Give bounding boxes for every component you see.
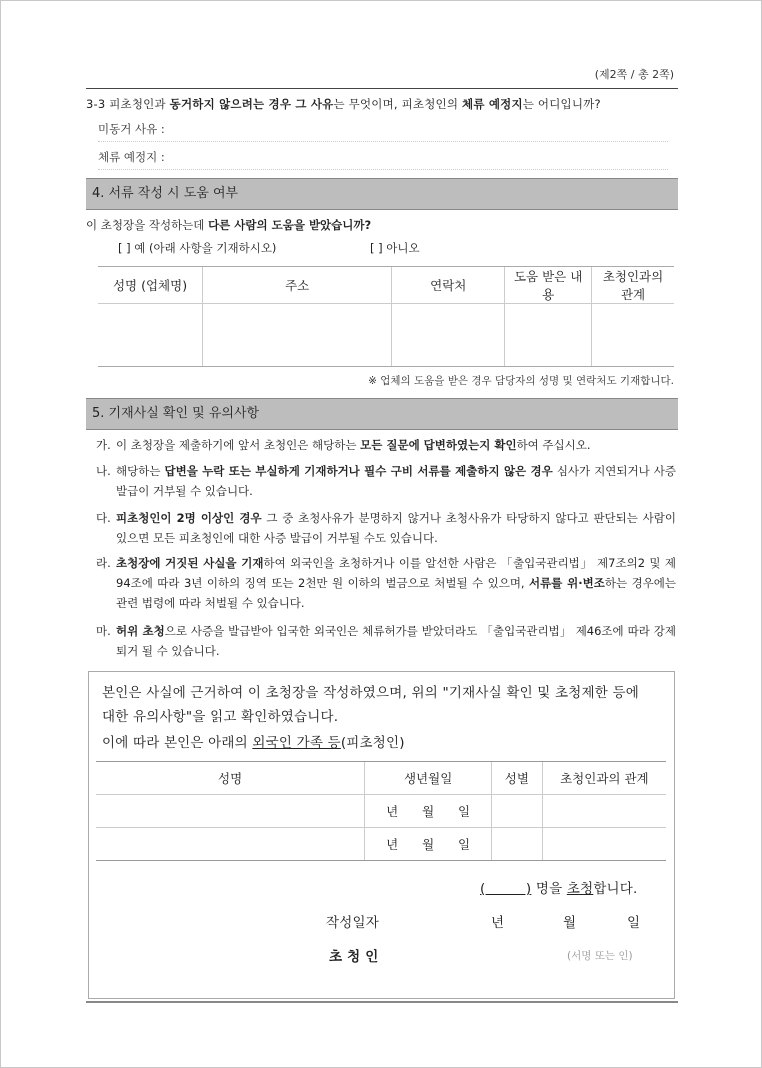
col-gender: 성별 bbox=[491, 762, 542, 795]
option-yes[interactable]: [ ] 예 (아래 사항을 기재하시오) bbox=[118, 241, 277, 255]
col-relation: 초청인과의 관계 bbox=[592, 267, 674, 304]
help-question: 이 초청장을 작성하는데 다른 사람의 도움을 받았습니까? bbox=[86, 218, 372, 232]
cell-contact[interactable] bbox=[392, 304, 505, 367]
invitee-name-cell[interactable] bbox=[96, 795, 365, 828]
bottom-divider bbox=[86, 1001, 678, 1003]
page-number: (제2쪽 / 총 2쪽) bbox=[594, 68, 674, 81]
date-month[interactable]: 월 bbox=[563, 915, 577, 931]
option-no[interactable]: [ ] 아니오 bbox=[370, 241, 420, 255]
residence-label: 체류 예정지 : bbox=[98, 150, 165, 164]
date-label: 작성일자 bbox=[326, 915, 379, 931]
invitee-relation-cell[interactable] bbox=[542, 828, 666, 861]
q33-text-1: 피초청인과 bbox=[105, 97, 170, 111]
helper-table bbox=[98, 266, 674, 367]
col-contact: 연락처 bbox=[392, 267, 505, 304]
cell-help-content[interactable] bbox=[505, 304, 592, 367]
confirm-line-3: 이에 따라 본인은 아래의 외국인 가족 등(피초청인) bbox=[102, 735, 405, 751]
date-day[interactable]: 일 bbox=[627, 915, 641, 931]
invite-count: ( ) 명을 초청합니다. bbox=[480, 881, 638, 897]
notice-item-ma: 마. 허위 초청으로 사증을 발급받아 입국한 외국인은 체류허가를 받았더라도 「출입국관리법」 제46조에 따라 강제퇴거 될 수 있습니다. bbox=[96, 624, 676, 658]
question-number: 3-3 bbox=[86, 97, 106, 111]
confirm-line-2: 대한 유의사항"을 읽고 확인하였습니다. bbox=[102, 709, 339, 725]
confirm-line-1: 본인은 사실에 근거하여 이 초청장을 작성하였으며, 위의 "기재사실 확인 및 초청제한 등에 bbox=[102, 685, 639, 701]
notice-item-ra: 라. 초청장에 거짓된 사실을 기재하여 외국인을 초청하거나 이를 알선한 사람은 「출입국관리법」 제7조의2 및 제94조에 따라 3년 이하의 징역 또는 2천만 원 이하의 벌금으로 처벌될 수 있으며, 서류를 위·변조하는 경우에는 관련 법령에 따라 처벌될 수 있습니다. bbox=[96, 556, 677, 610]
col-invitee-name: 성명 bbox=[96, 762, 365, 795]
date-year[interactable]: 년 bbox=[491, 915, 505, 931]
section-4-header: 4. 서류 작성 시 도움 여부 bbox=[86, 178, 678, 210]
question-3-3 bbox=[86, 96, 678, 112]
col-birthdate: 생년월일 bbox=[365, 762, 492, 795]
col-help-content: 도움 받은 내용 bbox=[505, 267, 592, 304]
cell-address[interactable] bbox=[203, 304, 392, 367]
reason-label: 미동거 사유 : bbox=[98, 122, 165, 136]
invitee-name-cell[interactable] bbox=[96, 828, 365, 861]
q33-text-3: 는 어디입니까? bbox=[522, 97, 601, 111]
notice-item-na: 나. 해당하는 답변을 누락 또는 부실하게 기재하거나 필수 구비 서류를 제출하지 않은 경우 심사가 지연되거나 사증 발급이 거부될 수 있습니다. bbox=[96, 464, 676, 498]
q33-bold-1: 동거하지 않으려는 경우 그 사유 bbox=[169, 97, 334, 111]
signature-field[interactable]: (서명 또는 인) bbox=[567, 950, 633, 962]
q33-text-2: 는 무엇이며, 피초청인의 bbox=[333, 97, 463, 111]
invitee-gender-cell[interactable] bbox=[491, 828, 542, 861]
residence-field[interactable] bbox=[98, 149, 668, 170]
helper-note: ※ 업체의 도움을 받은 경우 담당자의 성명 및 연락처도 기재합니다. bbox=[368, 375, 674, 387]
notice-item-ga: 가. 이 초청장을 제출하기에 앞서 초청인은 해당하는 모든 질문에 답변하였는지 확인하여 주십시오. bbox=[96, 438, 591, 452]
notice-item-da: 다. 피초청인이 2명 이상인 경우 그 중 초청사유가 분명하지 않거나 초청사유가 타당하지 않다고 판단되는 사람이 있으면 모든 피초청인에 대한 사증 발급이 거부될 수도 있습니다. bbox=[96, 511, 676, 545]
cell-name[interactable] bbox=[98, 304, 203, 367]
col-address: 주소 bbox=[203, 267, 392, 304]
invitee-birthdate-cell[interactable]: 년 월 일 bbox=[365, 828, 492, 861]
invite-count-input[interactable]: ( ) bbox=[480, 881, 532, 897]
col-name: 성명 (업체명) bbox=[98, 267, 203, 304]
cell-relation[interactable] bbox=[592, 304, 674, 367]
non-cohabitation-reason-field[interactable] bbox=[98, 121, 668, 142]
col-invitee-relation: 초청인과의 관계 bbox=[542, 762, 666, 795]
top-divider bbox=[86, 88, 678, 89]
invitee-gender-cell[interactable] bbox=[491, 795, 542, 828]
q33-bold-2: 체류 예정지 bbox=[462, 97, 523, 111]
invitee-table bbox=[96, 761, 666, 861]
inviter-label: 초 청 인 bbox=[329, 949, 379, 965]
invitee-relation-cell[interactable] bbox=[542, 795, 666, 828]
invitee-birthdate-cell[interactable]: 년 월 일 bbox=[365, 795, 492, 828]
section-5-header: 5. 기재사실 확인 및 유의사항 bbox=[86, 398, 678, 430]
